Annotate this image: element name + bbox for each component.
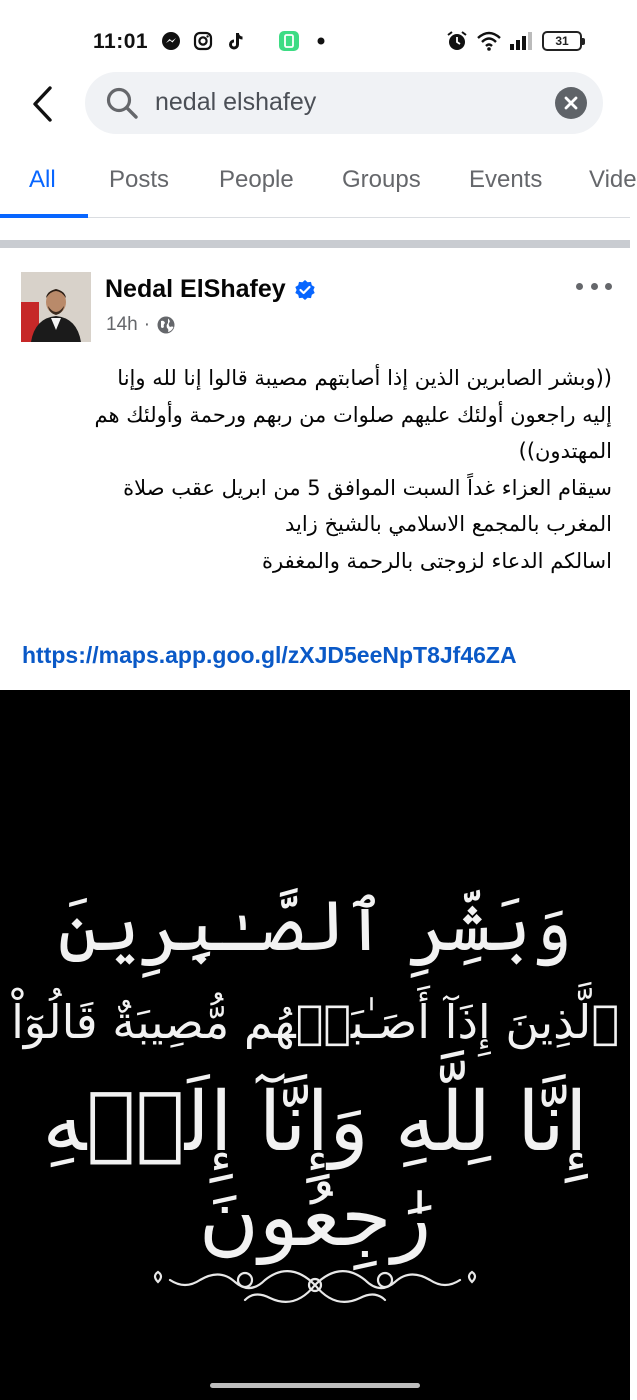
calligraphy-line: وَبَشِّرِ ٱلصَّـٰبِرِينَ (57, 885, 573, 967)
chevron-left-icon (31, 86, 53, 122)
close-icon (563, 95, 579, 111)
post-text-line: المغرب بالمجمع الاسلامي بالشيخ زايد (284, 512, 612, 536)
search-bar[interactable] (85, 72, 603, 134)
post-image[interactable] (0, 690, 630, 1400)
post-text-line: إليه راجعون أولئك عليهم صلوات من ربهم ورحمة وأولئك هم (94, 402, 612, 427)
tab-videos[interactable]: Vide (589, 166, 637, 193)
active-tab-indicator (0, 214, 88, 218)
filter-tabs (0, 150, 637, 218)
wifi-icon (478, 30, 500, 52)
post-text-line: المهتدون)) (518, 439, 612, 463)
tab-posts[interactable]: Posts (109, 166, 170, 193)
tab-events[interactable]: Events (469, 166, 543, 193)
post-text-line: ((وبشر الصابرين الذين إذا أصابتهم مصيبة قالوا إنا لله وإنا (117, 366, 612, 390)
condolence-calligraphy (0, 690, 630, 1400)
search-icon (105, 86, 139, 120)
status-time: 11:01 (93, 30, 149, 53)
author-name[interactable]: Nedal ElShafey (105, 275, 286, 303)
calligraphy-line: إِنَّا لِلَّهِ وَإِنَّآ إِلَيۡهِ رَٰجِعُونَ (42, 1075, 588, 1265)
more-dot (576, 283, 583, 290)
post-meta (106, 314, 176, 336)
status-notification-icons (160, 30, 332, 52)
more-dot (605, 283, 612, 290)
battery-icon: 31 (542, 31, 582, 51)
calligraphy-line: ٱلَّذِينَ إِذَآ أَصَـٰبَتۡهُم مُّصِيبَةٌ قَالُوٓاْ (11, 995, 619, 1049)
post-text-line: اسالكم الدعاء لزوجتى بالرحمة والمغفرة (262, 548, 612, 573)
home-indicator[interactable] (210, 1383, 420, 1388)
tab-all[interactable]: All (29, 166, 56, 193)
back-button[interactable] (26, 84, 58, 124)
avatar[interactable] (21, 272, 91, 342)
dot-icon (310, 30, 332, 52)
more-dot (591, 283, 598, 290)
tiktok-icon (224, 30, 246, 52)
post-text-line: سيقام العزاء غداً السبت الموافق 5 من ابريل عقب صلاة (123, 475, 612, 500)
section-divider (0, 240, 630, 248)
app-notification-icon (278, 30, 300, 52)
post-body (18, 360, 612, 579)
search-input[interactable]: nedal elshafey (155, 88, 317, 116)
post-time[interactable]: 14h (106, 314, 138, 335)
post-author[interactable] (105, 275, 316, 304)
globe-icon (156, 315, 176, 335)
post-options-button[interactable] (576, 276, 612, 296)
signal-icon (510, 30, 532, 52)
post-link[interactable]: https://maps.app.goo.gl/zXJD5eeNpT8Jf46ZA (22, 642, 517, 668)
alarm-icon (446, 30, 468, 52)
tab-groups[interactable]: Groups (342, 166, 421, 193)
messenger-icon (160, 30, 182, 52)
status-system-icons (446, 30, 582, 52)
meta-separator: · (143, 314, 151, 335)
tab-people[interactable]: People (219, 166, 294, 193)
verified-badge-icon (294, 279, 316, 301)
clear-search-button[interactable] (555, 87, 587, 119)
ornament-flourish-icon (150, 1250, 480, 1320)
instagram-icon (192, 30, 214, 52)
